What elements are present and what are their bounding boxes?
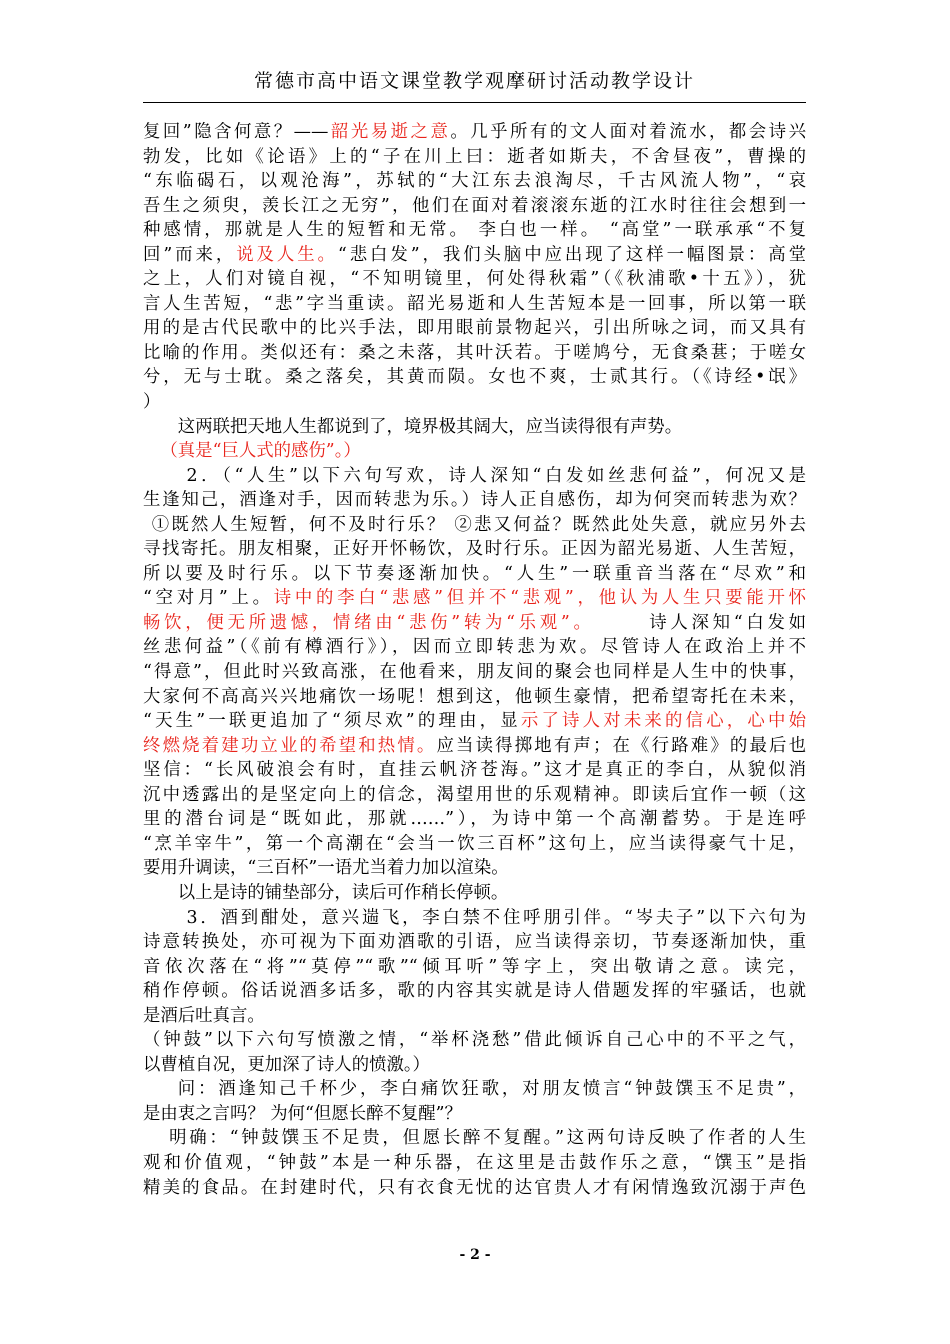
text-line (143, 267, 806, 292)
page-number: - 2 - (459, 1247, 491, 1263)
text-segment: 2．（“人生”以下六句写欢，诗人深知“白发如丝悲何益”，何况又是 (186, 465, 806, 486)
text-segment: 明确：“钟鼓馔玉不足贵，但愿长醉不复醒。”这两句诗反映了作者的人生 (169, 1128, 806, 1149)
text-segment: 稍作停顿。俗话说酒多话多，歌的内容其实就是诗人借题发挥的牢骚话，也就 (143, 981, 806, 1002)
text-segment: 以上是诗的铺垫部分，读后可作稍长停顿。 (177, 882, 509, 903)
text-segment: 丝悲何益”（《前有樽酒行》），因而立即转悲为欢。尽管诗人在政治上并不 (143, 637, 806, 658)
text-segment: 观和价值观，“钟鼓”本是一种乐器，在这里是击鼓作乐之意，“馔玉”是指 (143, 1152, 806, 1173)
text-line (143, 906, 806, 931)
text-line (143, 439, 806, 464)
text-line (143, 611, 806, 636)
text-segment: 生逢知己，酒逢对手，因而转悲为乐。）诗人正自感伤，却为何突而转悲为欢？ (143, 490, 806, 511)
highlighted-text: 诗中的李白“悲感”但并不“悲观”，他认为人生只要能开怀 (273, 588, 806, 609)
text-segment: 吾生之须臾，羡长江之无穷”，他们在面对着滚滚东逝的江水时往往会想到一 (143, 195, 806, 216)
text-segment: “东临碣石，以观沧海”，苏轼的“大江东去浪淘尽，千古风流人物”，“哀 (143, 171, 806, 192)
text-segment: 用的是古代民歌中的比兴手法，即用眼前景物起兴，引出所咏之词，而又具有 (143, 318, 806, 339)
text-segment: （钟鼓”以下六句写愤激之情，“举杯浇愁”借此倾诉自己心中的不平之气， (143, 1030, 806, 1051)
text-line (143, 881, 806, 906)
text-line (143, 1004, 806, 1029)
text-segment: “烹羊宰牛”，第一个高潮在“会当一饮三百杯”这句上，应当读得豪气十足， (143, 833, 806, 854)
highlighted-text: 终燃烧着建功立业的希望和热情。 (143, 735, 437, 756)
text-line (143, 635, 806, 660)
text-segment: 沉中透露出的是坚定向上的信念，渴望用世的乐观精神。即读后宜作一顿（这 (143, 784, 806, 805)
text-segment: 所以要及时行乐。以下节奏逐渐加快。“人生”一联重音当落在“尽欢”和 (143, 563, 806, 584)
text-line (143, 316, 806, 341)
text-line (143, 856, 806, 881)
text-segment: 勃发，比如《论语》上的“子在川上曰：逝者如斯夫，不舍昼夜”，曹操的 (143, 146, 806, 167)
text-segment: 大家何不高高兴兴地痛饮一场呢！想到这，他顿生豪情，把希望寄托在未来， (143, 686, 806, 707)
text-segment: 言人生苦短，“悲”字当重读。韶光易逝和人生苦短本是一回事，所以第一联 (143, 293, 806, 314)
text-line (143, 145, 806, 170)
text-line (143, 783, 806, 808)
text-segment: ①既然人生短暂，何不及时行乐？ ②悲又何益？既然此处失意，就应另外去 (151, 514, 806, 535)
text-segment: 。几乎所有的文人面对着流水，都会诗兴 (450, 122, 806, 142)
text-line (143, 979, 806, 1004)
text-line (143, 758, 806, 783)
text-line (143, 243, 806, 268)
document-body (143, 120, 806, 1200)
text-line (143, 390, 806, 415)
header-rule (143, 102, 806, 103)
highlighted-text: （真是“巨人式的感伤”。） (160, 441, 361, 462)
text-line (143, 955, 806, 980)
text-segment: 坚信：“长风破浪会有时，直挂云帆济苍海。”这才是真正的李白，从貌似消 (143, 760, 806, 781)
text-segment: 应当读得掷地有声；在《行路难》的最后也 (436, 735, 806, 756)
text-segment: “悲白发”，我们头脑中应出现了这样一幅图景：高堂 (337, 244, 806, 265)
text-line (143, 537, 806, 562)
highlighted-text: 畅饮，便无所遗憾，情绪由“悲伤”转为“乐观”。 (143, 612, 586, 633)
text-line (143, 415, 806, 440)
text-line (143, 488, 806, 513)
text-segment: 音依次落在“将”“莫停”“歌”“倾耳听”等字上，突出敬请之意。读完， (143, 956, 806, 977)
text-segment: “得意”，但此时兴致高涨，在他看来，朋友间的聚会也同样是人生中的快事， (143, 662, 806, 683)
text-line (143, 1028, 806, 1053)
text-line (143, 685, 806, 710)
text-line (143, 709, 806, 734)
text-line (143, 218, 806, 243)
text-segment: 寻找寄托。朋友相聚，正好开怀畅饮，及时行乐。正因为韶光易逝、人生苦短， (143, 539, 806, 560)
highlighted-text: 示了诗人对未来的信心，心中始 (520, 711, 806, 732)
text-segment: 复回”隐含何意？—— (143, 122, 329, 142)
text-line (143, 832, 806, 857)
text-line (143, 1176, 806, 1201)
text-line (143, 1077, 806, 1102)
page-header: 常德市高中语文课堂教学观摩研讨活动教学设计 (253, 70, 695, 92)
text-line (143, 464, 806, 489)
text-line (143, 930, 806, 955)
text-line (143, 807, 806, 832)
text-line (143, 365, 806, 390)
text-segment: 要用升调读，“三百杯”一语尤当着力加以渲染。 (143, 858, 509, 879)
text-segment: 回”而来， (143, 244, 237, 265)
text-segment: 诗人深知“白发如 (585, 612, 806, 633)
text-line (143, 513, 806, 538)
text-line (143, 1102, 806, 1127)
text-segment: 精美的食品。在封建时代，只有衣食无忧的达官贵人才有闲情逸致沉溺于声色 (143, 1177, 806, 1198)
text-segment: 是酒后吐真言。 (143, 1005, 265, 1026)
text-line (143, 1053, 806, 1078)
text-line (143, 292, 806, 317)
text-line (143, 1126, 806, 1151)
text-segment: 种感情，那就是人生的短暂和无常。 李白也一样。 “高堂”一联承承“不复 (143, 220, 806, 241)
text-line (143, 734, 806, 759)
text-segment: 3．酒到酣处，意兴遄飞，李白禁不住呼朋引伴。“岑夫子”以下六句为 (186, 907, 806, 928)
text-line (143, 586, 806, 611)
text-segment: 诗意转换处，亦可视为下面劝酒歌的引语，应当读得亲切，节奏逐渐加快，重 (143, 932, 806, 953)
text-segment: 问：酒逢知己千杯少，李白痛饮狂歌，对朋友愤言“钟鼓馔玉不足贵”， (177, 1079, 806, 1100)
text-line (143, 194, 806, 219)
text-segment: 之上，人们对镜自视，“不知明镜里，何处得秋霜”（《秋浦歌•十五》），犹 (143, 269, 806, 290)
text-line (143, 660, 806, 685)
text-segment: “天生”一联更追加了“须尽欢”的理由，显 (143, 711, 521, 732)
text-line (143, 169, 806, 194)
text-segment: 这两联把天地人生都说到了，境界极其阔大，应当读得很有声势。 (177, 416, 683, 437)
highlighted-text: 说及人生。 (236, 244, 338, 265)
text-line (143, 562, 806, 587)
text-segment: “空对月”上。 (143, 588, 274, 609)
text-line (143, 1151, 806, 1176)
text-line (143, 341, 806, 366)
highlighted-text: 韶光易逝之意 (328, 122, 451, 142)
text-segment: 是由衷之言吗？ 为何“但愿长醉不复醒”？ (143, 1103, 462, 1124)
text-segment: 比喻的作用。类似还有：桑之未落，其叶沃若。于嗟鸠兮，无食桑葚；于嗟女 (143, 342, 806, 363)
text-segment: ） (143, 392, 161, 413)
text-segment: 以曹植自况，更加深了诗人的愤激。） (143, 1054, 430, 1075)
text-line (143, 120, 806, 145)
text-segment: 兮，无与士耽。桑之落矣，其黄而陨。女也不爽，士贰其行。（《诗经•氓》 (143, 367, 806, 388)
text-segment: 里的潜台词是“既如此，那就……”），为诗中第一个高潮蓄势。于是连呼 (143, 809, 806, 830)
